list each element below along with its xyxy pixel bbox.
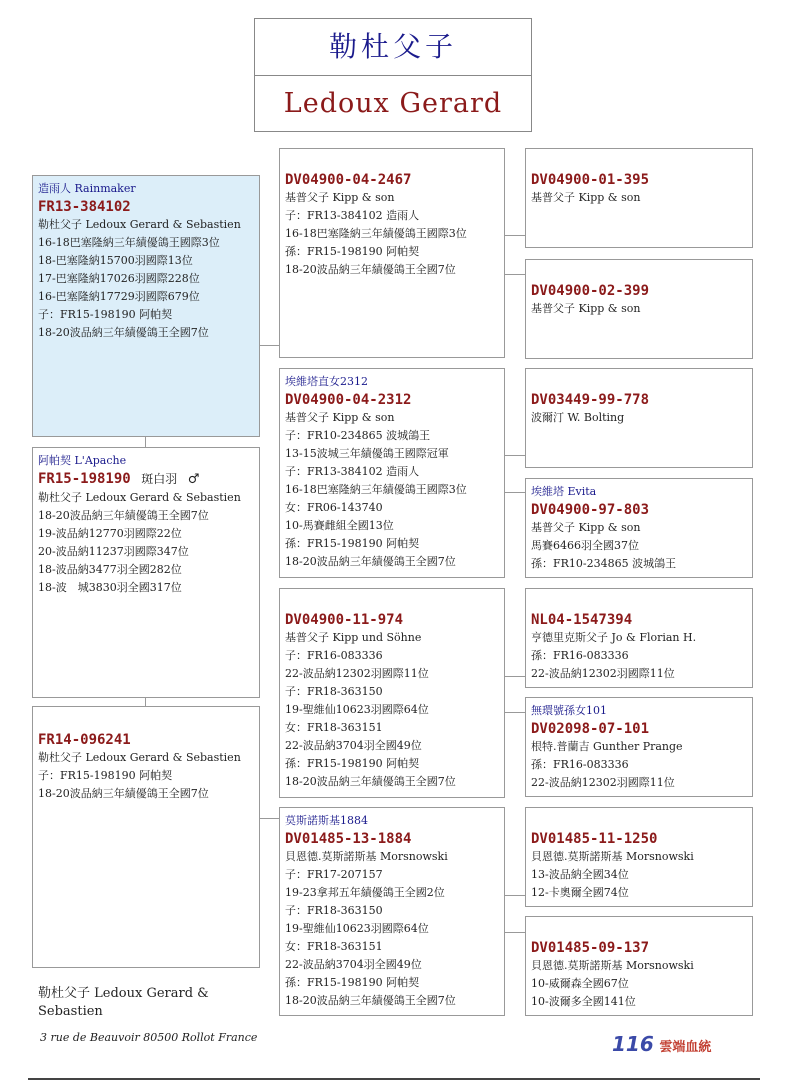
- dsd-line: 孫：FR16-083336: [531, 758, 629, 771]
- sdd-line: 馬賽6466羽全國37位: [531, 539, 639, 552]
- subject-line: 19-波品納12770羽國際22位: [38, 527, 182, 540]
- sire-sire-line: 16-18巴塞隆納三年績優鴿王國際3位: [285, 227, 467, 240]
- dam-ring: FR14-096241: [38, 732, 131, 748]
- sire-dam-line: 基普父子 Kipp & son: [285, 411, 395, 424]
- dam-sire-line: 子：FR18-363150: [285, 685, 383, 698]
- sire-line: 18-巴塞隆納15700羽國際13位: [38, 254, 193, 267]
- ddd-ring: DV01485-09-137: [531, 940, 650, 956]
- sdd-name: 埃維塔 Evita: [531, 485, 597, 498]
- dam-dam-line: 女：FR18-363151: [285, 940, 383, 953]
- sire-dam-line: 子：FR10-234865 波城鴿王: [285, 429, 431, 442]
- sire-dam-name: 埃維塔直女2312: [285, 375, 368, 388]
- sire-dam-line: 子：FR13-384102 造雨人: [285, 465, 420, 478]
- dds-ring: DV01485-11-1250: [531, 831, 658, 847]
- dds-line: 貝恩德.莫斯諾斯基 Morsnowski: [531, 850, 694, 863]
- subject-box: [32, 447, 260, 698]
- sire-dam-line: 13-15波城三年績優鴿王國際冠軍: [285, 447, 449, 460]
- dds-line: 12-卡奧爾全國74位: [531, 886, 629, 899]
- sire-line: 子：FR15-198190 阿帕契: [38, 308, 173, 321]
- dam-sire-line: 18-20波品納三年績優鴿王全國7位: [285, 775, 456, 788]
- ddd-box: [525, 916, 753, 1016]
- sire-sire-box: [279, 148, 505, 358]
- ddd-line: 貝恩德.莫斯諾斯基 Morsnowski: [531, 959, 694, 972]
- sss-box: [525, 148, 753, 248]
- sdd-box: [525, 478, 753, 578]
- connector: [505, 712, 525, 713]
- dam-dam-line: 貝恩德.莫斯諾斯基 Morsnowski: [285, 850, 448, 863]
- sds-box: [525, 368, 753, 468]
- subject-line: 18-波 城3830羽全國317位: [38, 581, 182, 594]
- logo-text: 雲端血統: [659, 1040, 712, 1055]
- ssd-box: [525, 259, 753, 359]
- connector: [505, 235, 525, 236]
- dss-line: 亨德里克斯父子 Jo & Florian H.: [531, 631, 697, 644]
- connector: [505, 932, 525, 933]
- dam-sire-ring: DV04900-11-974: [285, 612, 404, 628]
- sire-sire-ring: DV04900-04-2467: [285, 172, 412, 188]
- title-chinese: 勒杜父子: [255, 19, 531, 76]
- connector: [259, 818, 280, 819]
- dam-sire-line: 孫：FR15-198190 阿帕契: [285, 757, 420, 770]
- dam-sire-line: 19-聖維仙10623羽國際64位: [285, 703, 429, 716]
- dam-dam-line: 19-聖維仙10623羽國際64位: [285, 922, 429, 935]
- sire-sire-line: 子：FR13-384102 造雨人: [285, 209, 420, 222]
- sire-dam-line: 16-18巴塞隆納三年績優鴿王國際3位: [285, 483, 467, 496]
- sire-sire-line: 基普父子 Kipp & son: [285, 191, 395, 204]
- title-box: [254, 18, 532, 132]
- sire-dam-ring: DV04900-04-2312: [285, 392, 412, 408]
- ssd-ring: DV04900-02-399: [531, 283, 650, 299]
- connector: [259, 345, 280, 346]
- sire-dam-line: 孫：FR15-198190 阿帕契: [285, 537, 420, 550]
- dds-box: [525, 807, 753, 907]
- site-logo[interactable]: [612, 1032, 711, 1056]
- dsd-ring: DV02098-07-101: [531, 721, 650, 737]
- sire-ring: FR13-384102: [38, 199, 131, 215]
- dsd-line: 22-波品納12302羽國際11位: [531, 776, 675, 789]
- dam-line: 子：FR15-198190 阿帕契: [38, 769, 173, 782]
- sss-line: 基普父子 Kipp & son: [531, 191, 641, 204]
- sire-sire-line: 18-20波品納三年績優鴿王全國7位: [285, 263, 456, 276]
- dam-dam-line: 子：FR17-207157: [285, 868, 383, 881]
- title-english: Ledoux Gerard: [283, 88, 503, 119]
- sdd-line: 孫：FR10-234865 波城鴿王: [531, 557, 677, 570]
- sire-line: 16-巴塞隆納17729羽國際679位: [38, 290, 200, 303]
- dss-line: 孫：FR16-083336: [531, 649, 629, 662]
- subject-line: 20-波品納11237羽國際347位: [38, 545, 189, 558]
- connector: [505, 676, 525, 677]
- sire-dam-box: [279, 368, 505, 578]
- sire-dam-line: 10-馬賽雌組全國13位: [285, 519, 394, 532]
- dam-dam-line: 22-波品納3704羽全國49位: [285, 958, 422, 971]
- connector: [505, 274, 525, 275]
- sire-line: 勒杜父子 Ledoux Gerard & Sebastien: [38, 218, 241, 231]
- subject-ring: FR15-198190: [38, 471, 131, 487]
- dam-sire-line: 22-波品納12302羽國際11位: [285, 667, 429, 680]
- dam-dam-box: [279, 807, 505, 1016]
- ddd-line: 10-威爾森全國67位: [531, 977, 629, 990]
- dam-sire-line: 女：FR18-363151: [285, 721, 383, 734]
- dsd-box: [525, 697, 753, 797]
- sire-dam-line: 18-20波品納三年績優鴿王全國7位: [285, 555, 456, 568]
- dss-line: 22-波品納12302羽國際11位: [531, 667, 675, 680]
- connector: [145, 437, 146, 447]
- sire-line: 16-18巴塞隆納三年績優鴿王國際3位: [38, 236, 220, 249]
- connector: [505, 492, 525, 493]
- dsd-line: 根特.普蘭吉 Gunther Prange: [531, 740, 683, 753]
- breeder-name: [38, 985, 209, 1021]
- sire-line: 18-20波品納三年績優鴿王全國7位: [38, 326, 209, 339]
- subject-line: 18-20波品納三年績優鴿王全國7位: [38, 509, 209, 522]
- subject-line: 勒杜父子 Ledoux Gerard & Sebastien: [38, 491, 241, 504]
- dam-dam-line: 19-23拿邦五年績優鴿王全國2位: [285, 886, 445, 899]
- ssd-line: 基普父子 Kipp & son: [531, 302, 641, 315]
- subject-color: 斑白羽: [141, 472, 178, 486]
- dam-dam-line: 孫：FR15-198190 阿帕契: [285, 976, 420, 989]
- male-icon: ♂: [187, 472, 200, 487]
- sss-ring: DV04900-01-395: [531, 172, 650, 188]
- dam-sire-line: 子：FR16-083336: [285, 649, 383, 662]
- dds-line: 13-波品納全國34位: [531, 868, 629, 881]
- breeder-name-line1: 勒杜父子 Ledoux Gerard &: [38, 986, 209, 1001]
- dam-box: [32, 706, 260, 968]
- dam-dam-name: 莫斯諾斯基1884: [285, 814, 368, 827]
- sire-sire-line: 孫：FR15-198190 阿帕契: [285, 245, 420, 258]
- dsd-name: 無環號孫女101: [531, 704, 607, 717]
- sire-line: 17-巴塞隆納17026羽國際228位: [38, 272, 200, 285]
- dam-dam-ring: DV01485-13-1884: [285, 831, 412, 847]
- logo-number: 116: [612, 1032, 654, 1056]
- sds-line: 波爾汀 W. Bolting: [531, 411, 625, 424]
- bottom-divider: [28, 1078, 760, 1080]
- breeder-address: 3 rue de Beauvoir 80500 Rollot France: [40, 1031, 258, 1044]
- dam-sire-line: 基普父子 Kipp und Söhne: [285, 631, 422, 644]
- dam-dam-line: 18-20波品納三年績優鴿王全國7位: [285, 994, 456, 1007]
- sire-dam-line: 女：FR06-143740: [285, 501, 383, 514]
- ddd-line: 10-波爾多全國141位: [531, 995, 636, 1008]
- dam-dam-line: 子：FR18-363150: [285, 904, 383, 917]
- connector: [505, 455, 525, 456]
- sdd-ring: DV04900-97-803: [531, 502, 650, 518]
- dam-sire-line: 22-波品納3704羽全國49位: [285, 739, 422, 752]
- sds-ring: DV03449-99-778: [531, 392, 650, 408]
- subject-line: 18-波品納3477羽全國282位: [38, 563, 182, 576]
- sire-name: 造雨人 Rainmaker: [38, 182, 136, 195]
- sire-box: [32, 175, 260, 437]
- subject-name: 阿帕契 L'Apache: [38, 454, 127, 467]
- connector: [145, 698, 146, 706]
- dam-line: 18-20波品納三年績優鴿王全國7位: [38, 787, 209, 800]
- dam-sire-box: [279, 588, 505, 798]
- sdd-line: 基普父子 Kipp & son: [531, 521, 641, 534]
- dss-ring: NL04-1547394: [531, 612, 633, 628]
- breeder-name-line2: Sebastien: [38, 1004, 103, 1019]
- dam-line: 勒杜父子 Ledoux Gerard & Sebastien: [38, 751, 241, 764]
- dss-box: [525, 588, 753, 688]
- connector: [505, 895, 525, 896]
